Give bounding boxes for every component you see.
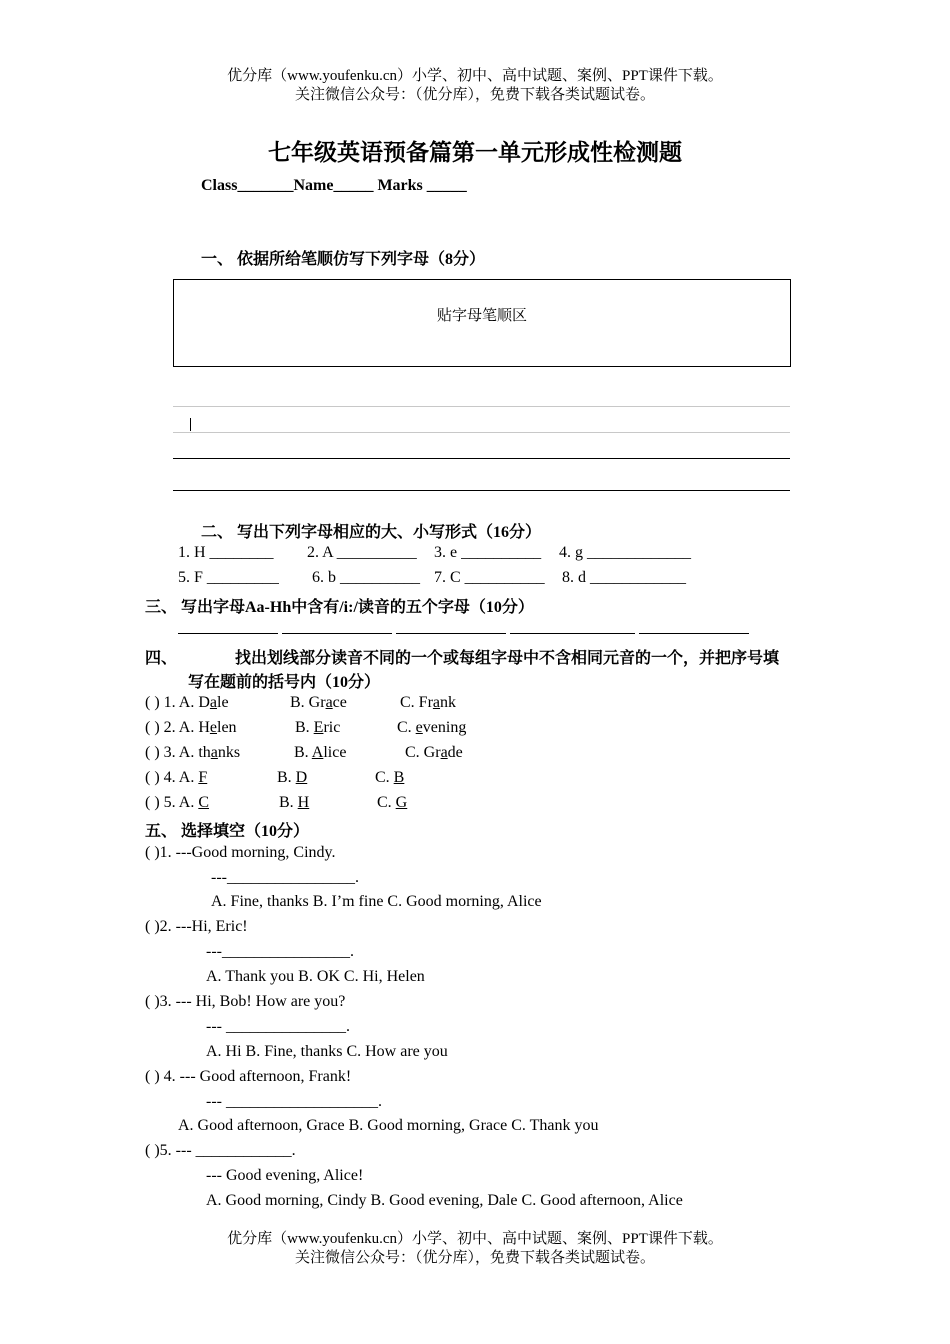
section-4-item-4-b — [277, 769, 307, 787]
option-c-text: C. — [375, 769, 394, 786]
option-c-text: C. Fr — [400, 694, 433, 711]
section-4-heading-line-1: 找出划线部分读音不同的一个或每组字母中不含相同元音的一个，并把序号填 — [235, 650, 780, 667]
section-2-item-6: 6. b __________ — [312, 569, 420, 586]
section-4-item-4-c — [375, 769, 404, 787]
section-4-item-5-c — [377, 794, 407, 812]
section-4-item-1-c — [400, 694, 456, 712]
option-b-underlined: H — [297, 794, 310, 811]
question-4: ( ) 4. --- Good afternoon, Frank! — [145, 1068, 352, 1085]
section-4-item-2-c — [397, 719, 466, 737]
section-4-item-1 — [145, 694, 229, 712]
answer-blank — [282, 619, 392, 634]
letter-stroke-box — [173, 279, 791, 367]
header-line-1: 优分库（www.youfenku.cn）小学、初中、高中试题、案例、PPT课件下载。 — [227, 68, 723, 84]
option-c-text: C. — [377, 794, 396, 811]
question-1: ( )1. ---Good morning, Cindy. — [145, 844, 336, 861]
section-4-heading-line-2: 写在题前的括号内（10分） — [188, 674, 381, 691]
question-3: ( )3. --- Hi, Bob! How are you? — [145, 993, 346, 1010]
option-a-text: len — [217, 719, 237, 736]
option-c-underlined: a — [432, 694, 441, 711]
option-b-underlined: D — [295, 769, 308, 786]
option-b-underlined: A — [311, 744, 324, 761]
option-b-text: ric — [323, 719, 341, 736]
header-line-2: 关注微信公众号：（优分库），免费下载各类试题试卷。 — [294, 87, 655, 103]
section-1-heading: 一、 依据所给笔顺仿写下列字母（8分） — [201, 251, 486, 268]
option-a-text: nks — [217, 744, 241, 761]
option-b-text: B. Gr — [290, 694, 326, 711]
section-4-number: 四、 — [145, 650, 178, 667]
text-cursor — [190, 418, 191, 431]
writing-line-base — [173, 458, 790, 459]
option-c-underlined: a — [440, 744, 448, 761]
question-1-answer-line: ---________________. — [211, 869, 359, 886]
question-5: ( )5. --- ____________. — [145, 1142, 296, 1159]
section-4-item-3 — [145, 744, 240, 762]
question-4-options: A. Good afternoon, Grace B. Good morning, Grace C. Thank you — [178, 1117, 599, 1134]
question-3-answer-line: --- _______________. — [206, 1018, 350, 1035]
item-number: ( ) 4. A. — [145, 769, 199, 786]
question-2: ( )2. ---Hi, Eric! — [145, 918, 248, 935]
option-c-text: nk — [440, 694, 457, 711]
option-b-underlined: a — [325, 694, 333, 711]
option-c-text: C. Gr — [405, 744, 441, 761]
section-3-heading: 三、 写出字母Aa-Hh中含有/i:/读音的五个字母（10分） — [145, 599, 534, 616]
writing-line-mid — [173, 432, 790, 433]
option-c-text: C. — [397, 719, 416, 736]
question-1-options: A. Fine, thanks B. I’m fine C. Good morning, Alice — [211, 893, 542, 910]
answer-blank — [510, 619, 635, 634]
option-a-underlined: a — [210, 744, 218, 761]
item-number: ( ) 5. A. — [145, 794, 199, 811]
section-2-item-5: 5. F _________ — [178, 569, 279, 586]
letter-stroke-box-label: 贴字母笔顺区 — [436, 308, 527, 324]
section-4-item-4 — [145, 769, 207, 787]
option-c-underlined: B — [393, 769, 405, 786]
option-a-text: H — [198, 719, 210, 736]
section-4-item-1-b — [290, 694, 347, 712]
option-a-text: le — [217, 694, 229, 711]
section-4-item-5 — [145, 794, 209, 812]
answer-blank — [396, 619, 506, 634]
option-c-text: vening — [422, 719, 467, 736]
question-5-options: A. Good morning, Cindy B. Good evening, Dale C. Good afternoon, Alice — [206, 1192, 683, 1209]
question-4-answer-line: --- ___________________. — [206, 1093, 382, 1110]
question-5-answer-line: --- Good evening, Alice! — [206, 1167, 364, 1184]
option-a-underlined: e — [209, 719, 217, 736]
option-c-underlined: e — [415, 719, 423, 736]
section-4-item-3-c — [405, 744, 463, 762]
section-4-item-5-b — [279, 794, 309, 812]
section-2-item-4: 4. g _____________ — [559, 544, 691, 561]
item-number: ( ) 1. A. — [145, 694, 199, 711]
option-a-text: th — [198, 744, 211, 761]
option-b-text: B. — [294, 744, 312, 761]
section-2-item-3: 3. e __________ — [434, 544, 542, 561]
section-4-item-2-b — [295, 719, 340, 737]
footer-line-2: 关注微信公众号：（优分库），免费下载各类试题试卷。 — [294, 1250, 655, 1266]
section-4-item-2 — [145, 719, 237, 737]
option-a-underlined: C — [198, 794, 209, 811]
option-a-underlined: F — [198, 769, 208, 786]
question-2-options: A. Thank you B. OK C. Hi, Helen — [206, 968, 425, 985]
option-b-underlined: E — [313, 719, 324, 736]
item-number: ( ) 2. A. — [145, 719, 199, 736]
student-info-line: Class_______Name_____ Marks _____ — [201, 177, 467, 194]
option-c-underlined: G — [395, 794, 408, 811]
writing-line-top — [173, 406, 790, 407]
writing-line-bottom — [173, 490, 790, 491]
section-4-item-3-b — [294, 744, 346, 762]
option-b-text: B. — [295, 719, 314, 736]
option-b-text: B. — [279, 794, 298, 811]
option-b-text: ce — [332, 694, 347, 711]
question-2-answer-line: ---________________. — [206, 943, 354, 960]
option-a-text: D — [198, 694, 210, 711]
section-2-item-1: 1. H ________ — [178, 544, 274, 561]
answer-blank — [178, 619, 278, 634]
item-number: ( ) 3. A. — [145, 744, 199, 761]
question-3-options: A. Hi B. Fine, thanks C. How are you — [206, 1043, 448, 1060]
option-b-text: B. — [277, 769, 296, 786]
option-c-text: de — [447, 744, 463, 761]
section-2-heading: 二、 写出下列字母相应的大、小写形式（16分） — [201, 524, 542, 541]
section-3-answer-blanks — [178, 619, 749, 639]
option-b-text: lice — [323, 744, 347, 761]
answer-blank — [639, 619, 749, 634]
page-title: 七年级英语预备篇第一单元形成性检测题 — [268, 140, 682, 166]
footer-line-1: 优分库（www.youfenku.cn）小学、初中、高中试题、案例、PPT课件下载。 — [227, 1231, 723, 1247]
section-2-item-7: 7. C __________ — [434, 569, 545, 586]
option-a-underlined: a — [209, 694, 217, 711]
section-2-item-8: 8. d ____________ — [562, 569, 686, 586]
section-2-item-2: 2. A __________ — [307, 544, 417, 561]
section-5-heading: 五、 选择填空（10分） — [145, 823, 310, 840]
